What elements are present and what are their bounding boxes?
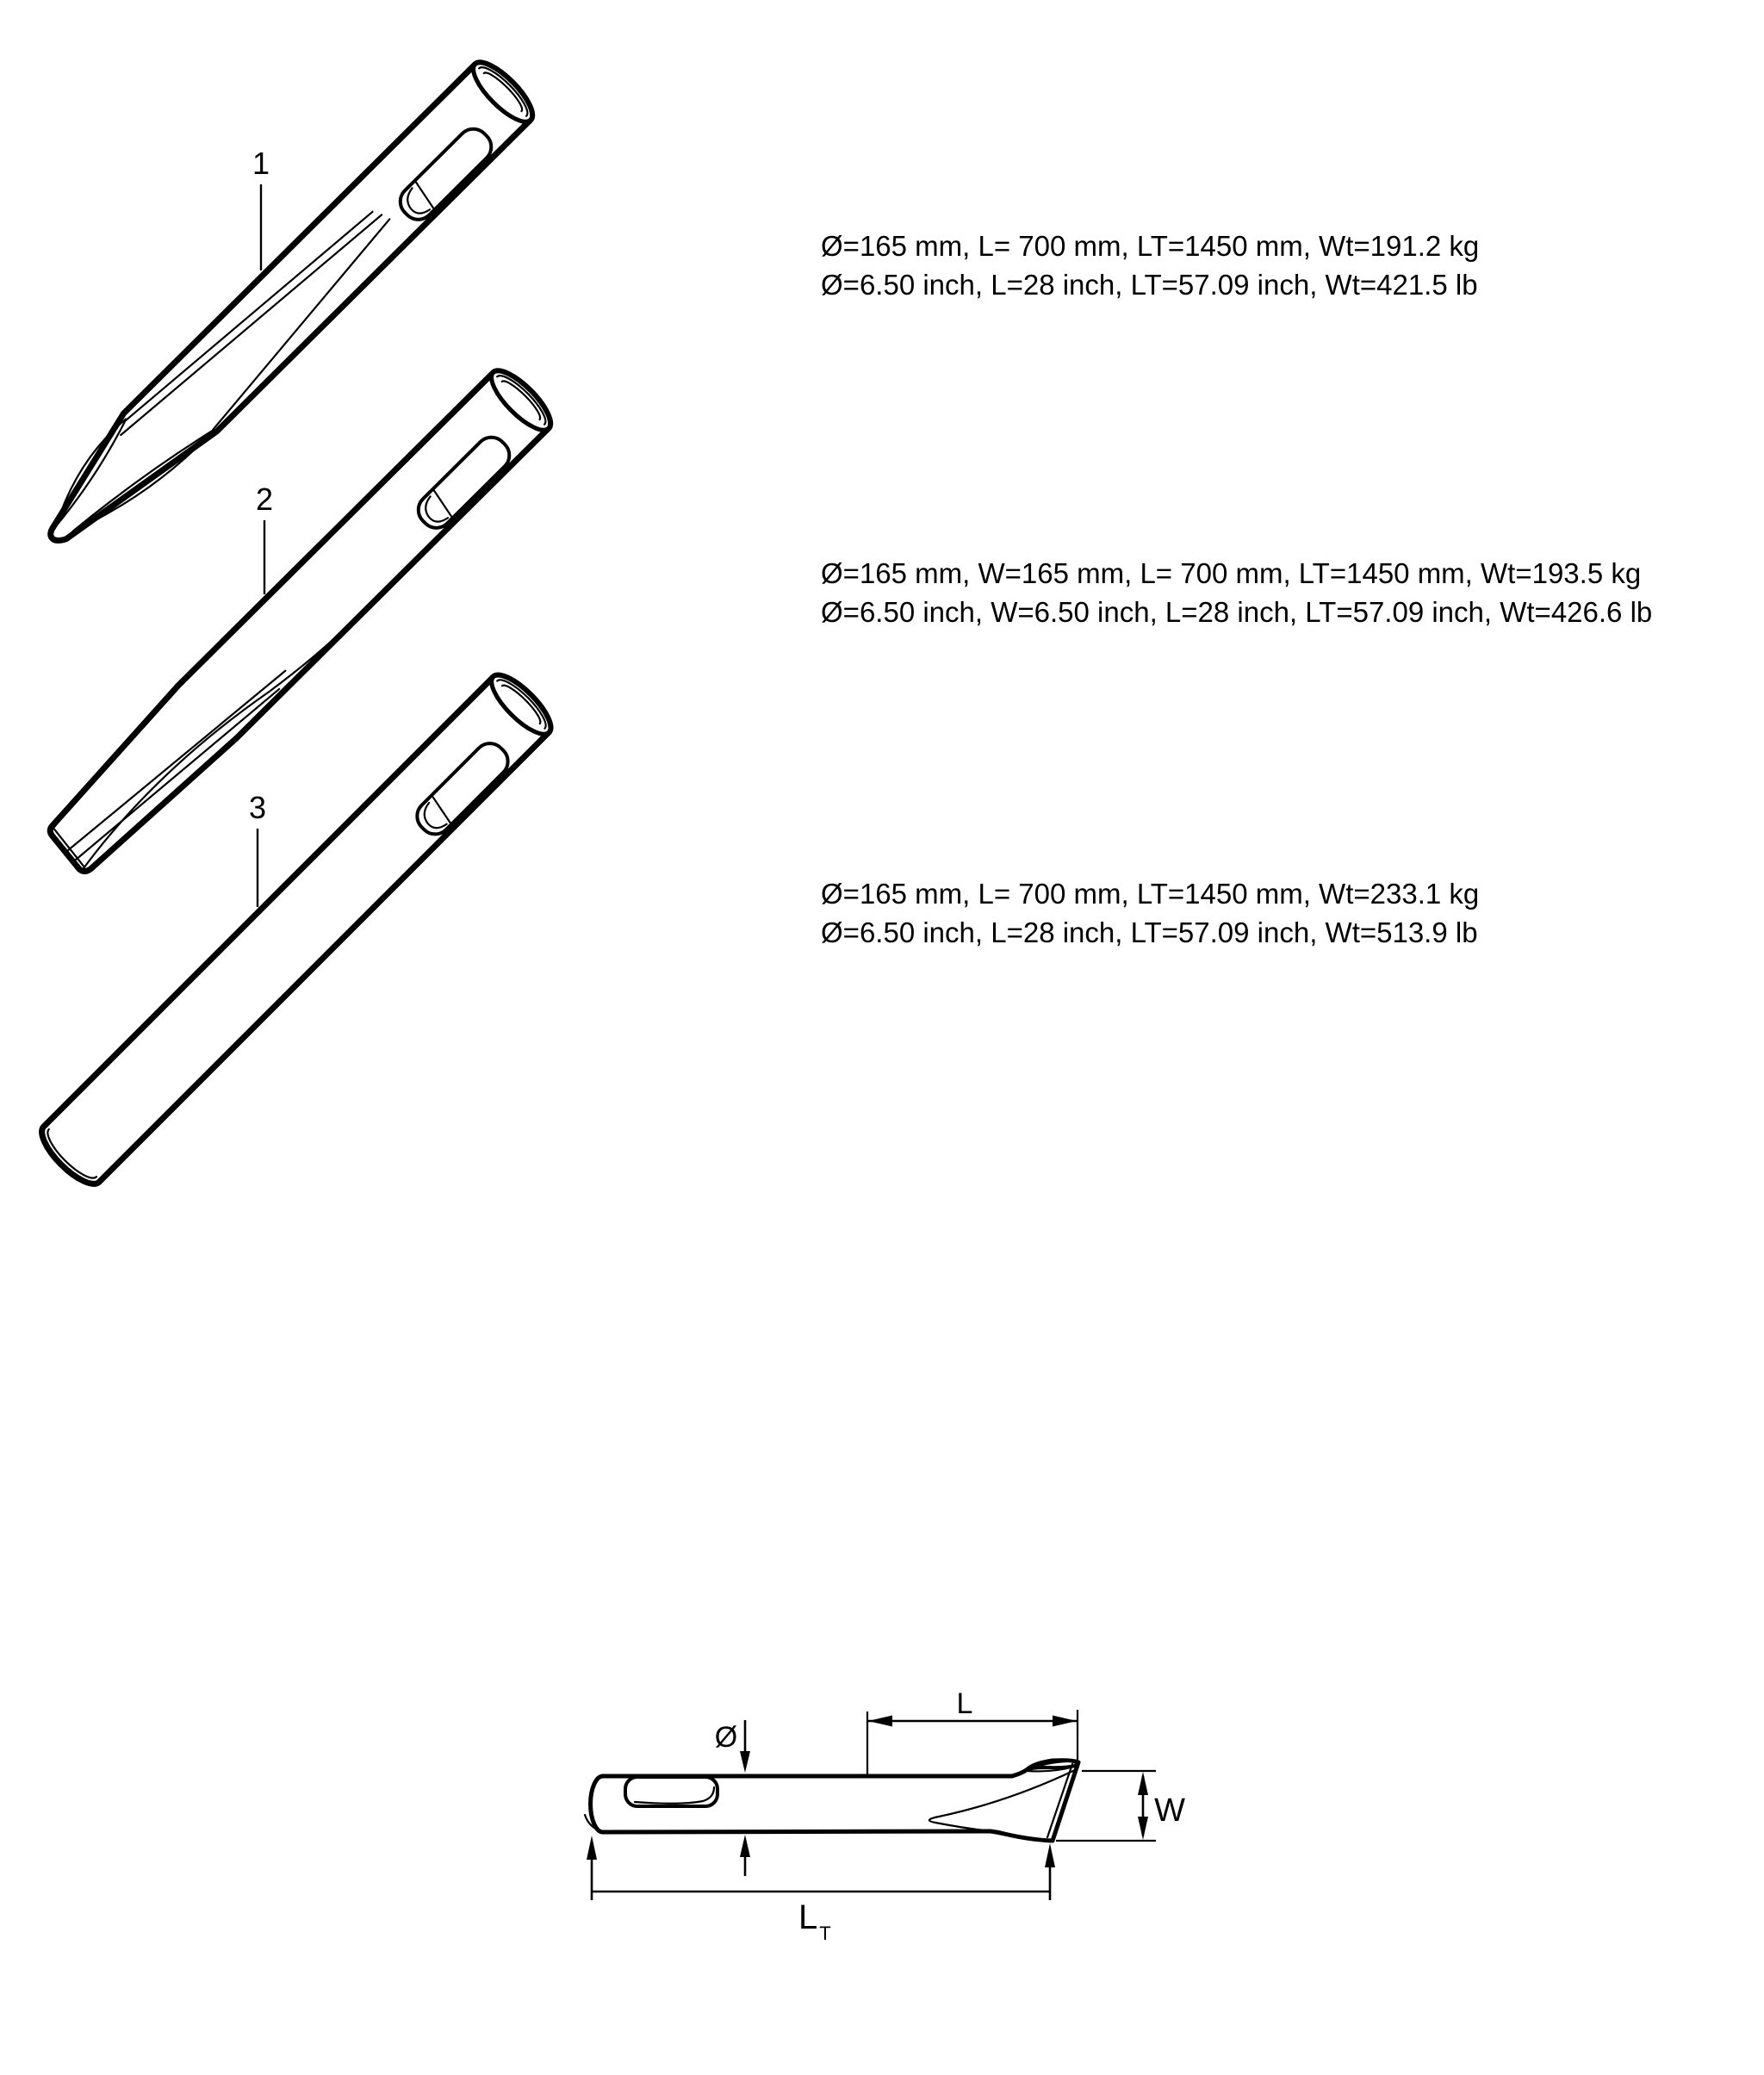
part-2-number: 2: [255, 481, 274, 517]
part-1-spec-metric: Ø=165 mm, L= 700 mm, LT=1450 mm, Wt=191.2 kg: [821, 230, 1480, 262]
part-3-callout: [249, 790, 266, 907]
part-2-specs: [821, 554, 1751, 631]
part-2-callout: [256, 481, 273, 594]
part-2-spec-imperial: Ø=6.50 inch, W=6.50 inch, L=28 inch, LT=57.09 inch, Wt=426.6 lb: [821, 596, 1653, 628]
part-1-specs: [821, 227, 1751, 304]
total-length-dimension: [587, 1836, 1055, 1944]
tool-3-blunt-tool-drawing: [34, 668, 559, 1193]
part-3-spec-imperial: Ø=6.50 inch, L=28 inch, LT=57.09 inch, Wt=513.9 lb: [821, 916, 1478, 948]
part-3-specs: [821, 874, 1751, 952]
part-1-callout: [252, 146, 270, 270]
width-dimension: [1056, 1771, 1185, 1841]
part-3-number: 3: [248, 790, 267, 825]
part-1-number: 1: [252, 146, 270, 181]
total-length-label: $L_T$: [798, 1898, 831, 1944]
diameter-label: Ø: [714, 1721, 738, 1754]
part-3-spec-metric: Ø=165 mm, L= 700 mm, LT=1450 mm, Wt=233.1 kg: [821, 878, 1480, 910]
width-label: W: [1154, 1792, 1185, 1829]
length-label: L: [956, 1687, 973, 1720]
dimensioned-side-view: [585, 1687, 1185, 1944]
part-2-spec-metric: Ø=165 mm, W=165 mm, L= 700 mm, LT=1450 mm, Wt=193.5 kg: [821, 557, 1642, 589]
part-1-spec-imperial: Ø=6.50 inch, L=28 inch, LT=57.09 inch, Wt=421.5 lb: [821, 269, 1478, 301]
